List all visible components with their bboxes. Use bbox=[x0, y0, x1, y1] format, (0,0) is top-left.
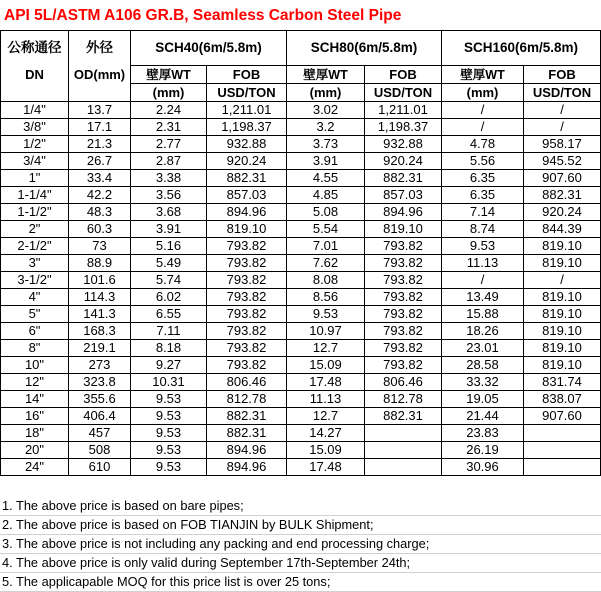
sch80-unit-usd: USD/TON bbox=[365, 84, 442, 102]
note-item: 5. The applicapable MOQ for this price list is over 25 tons; bbox=[0, 573, 601, 592]
dn-cn-header: 公称通径 bbox=[1, 31, 69, 66]
sch80-fob-cell bbox=[365, 425, 442, 442]
od-cell: 457 bbox=[69, 425, 131, 442]
sch80-unit-mm: (mm) bbox=[287, 84, 365, 102]
table-row bbox=[1, 272, 601, 289]
od-cell: 114.3 bbox=[69, 289, 131, 306]
sch160-wt-cell: 30.96 bbox=[442, 459, 524, 476]
sch160-wt-cell: 5.56 bbox=[442, 153, 524, 170]
sch80-fob-header: FOB bbox=[365, 66, 442, 84]
sch160-unit-usd: USD/TON bbox=[524, 84, 601, 102]
sch160-fob-cell bbox=[524, 442, 601, 459]
sch40-wt-cell: 2.24 bbox=[131, 102, 207, 119]
note-item: 3. The above price is not including any packing and end processing charge; bbox=[0, 535, 601, 554]
sch80-wt-cell: 3.02 bbox=[287, 102, 365, 119]
sch80-fob-cell: 932.88 bbox=[365, 136, 442, 153]
sch80-fob-cell bbox=[365, 442, 442, 459]
sch160-fob-cell: 819.10 bbox=[524, 306, 601, 323]
sch40-fob-cell: 806.46 bbox=[207, 374, 287, 391]
sch160-fob-cell: / bbox=[524, 102, 601, 119]
table-row bbox=[1, 442, 601, 459]
sch160-fob-cell: 819.10 bbox=[524, 357, 601, 374]
table-row bbox=[1, 459, 601, 476]
od-cell: 13.7 bbox=[69, 102, 131, 119]
table-row bbox=[1, 306, 601, 323]
sch160-fob-cell: 819.10 bbox=[524, 323, 601, 340]
sch160-wt-cell: / bbox=[442, 272, 524, 289]
sch40-wt-cell: 9.27 bbox=[131, 357, 207, 374]
dn-cell: 3" bbox=[1, 255, 69, 272]
sch40-wt-cell: 6.55 bbox=[131, 306, 207, 323]
sch40-wt-cell: 9.53 bbox=[131, 459, 207, 476]
sch160-wt-cell: 4.78 bbox=[442, 136, 524, 153]
sch160-wt-cell: 11.13 bbox=[442, 255, 524, 272]
od-cn-header: 外径 bbox=[69, 31, 131, 66]
sch80-fob-cell: 793.82 bbox=[365, 357, 442, 374]
dn-cell: 18" bbox=[1, 425, 69, 442]
sch40-wt-cell: 9.53 bbox=[131, 408, 207, 425]
sch80-fob-cell: 1,198.37 bbox=[365, 119, 442, 136]
sch80-wt-cell: 8.56 bbox=[287, 289, 365, 306]
sch80-fob-cell bbox=[365, 459, 442, 476]
sch80-wt-cell: 15.09 bbox=[287, 357, 365, 374]
page-title: API 5L/ASTM A106 GR.B, Seamless Carbon Steel Pipe bbox=[4, 7, 402, 24]
dn-cell: 1/4" bbox=[1, 102, 69, 119]
dn-cell: 3/4" bbox=[1, 153, 69, 170]
table-row bbox=[1, 289, 601, 306]
sch160-fob-cell: / bbox=[524, 119, 601, 136]
dn-cell: 3/8" bbox=[1, 119, 69, 136]
sch160-fob-cell: 831.74 bbox=[524, 374, 601, 391]
dn-cell: 10" bbox=[1, 357, 69, 374]
dn-cell: 5" bbox=[1, 306, 69, 323]
od-cell: 73 bbox=[69, 238, 131, 255]
sch40-wt-cell: 8.18 bbox=[131, 340, 207, 357]
od-cell: 33.4 bbox=[69, 170, 131, 187]
od-cell: 101.6 bbox=[69, 272, 131, 289]
sch40-fob-cell: 894.96 bbox=[207, 442, 287, 459]
sch40-fob-cell: 793.82 bbox=[207, 272, 287, 289]
dn-cell: 8" bbox=[1, 340, 69, 357]
table-row bbox=[1, 153, 601, 170]
sch40-wt-cell: 9.53 bbox=[131, 425, 207, 442]
sch80-fob-cell: 793.82 bbox=[365, 272, 442, 289]
table-row bbox=[1, 102, 601, 119]
sch40-wt-cell: 10.31 bbox=[131, 374, 207, 391]
sch40-fob-cell: 882.31 bbox=[207, 408, 287, 425]
sch40-fob-cell: 894.96 bbox=[207, 459, 287, 476]
dn-header-blank bbox=[1, 84, 69, 102]
table-row bbox=[1, 204, 601, 221]
sch80-wt-cell: 7.01 bbox=[287, 238, 365, 255]
sch40-fob-cell: 793.82 bbox=[207, 289, 287, 306]
sch40-header: SCH40(6m/5.8m) bbox=[131, 31, 287, 66]
table-row bbox=[1, 357, 601, 374]
table-row bbox=[1, 119, 601, 136]
od-cell: 406.4 bbox=[69, 408, 131, 425]
sch40-wt-cell: 6.02 bbox=[131, 289, 207, 306]
sch40-fob-cell: 882.31 bbox=[207, 425, 287, 442]
sch160-wt-cell: 6.35 bbox=[442, 170, 524, 187]
sch160-wt-cell: 26.19 bbox=[442, 442, 524, 459]
sch80-wt-cell: 3.2 bbox=[287, 119, 365, 136]
sch160-wt-cell: 18.26 bbox=[442, 323, 524, 340]
sch160-fob-cell: 882.31 bbox=[524, 187, 601, 204]
sch160-wt-cell: 7.14 bbox=[442, 204, 524, 221]
sch160-wt-cell: 21.44 bbox=[442, 408, 524, 425]
sch160-fob-header: FOB bbox=[524, 66, 601, 84]
table-row bbox=[1, 187, 601, 204]
od-cell: 508 bbox=[69, 442, 131, 459]
sch40-unit-usd: USD/TON bbox=[207, 84, 287, 102]
sch160-wt-header: 壁厚WT bbox=[442, 66, 524, 84]
table-row bbox=[1, 391, 601, 408]
table-row bbox=[1, 255, 601, 272]
sch40-wt-cell: 2.31 bbox=[131, 119, 207, 136]
dn-cell: 16" bbox=[1, 408, 69, 425]
dn-cell: 14" bbox=[1, 391, 69, 408]
sch160-fob-cell: 819.10 bbox=[524, 289, 601, 306]
sch40-fob-cell: 793.82 bbox=[207, 357, 287, 374]
table-row bbox=[1, 340, 601, 357]
sch160-wt-cell: 13.49 bbox=[442, 289, 524, 306]
od-cell: 48.3 bbox=[69, 204, 131, 221]
table-row bbox=[1, 238, 601, 255]
od-cell: 610 bbox=[69, 459, 131, 476]
header-row-2 bbox=[1, 66, 601, 84]
dn-cell: 6" bbox=[1, 323, 69, 340]
sch40-wt-cell: 9.53 bbox=[131, 391, 207, 408]
od-header: OD(mm) bbox=[69, 66, 131, 84]
note-item: 1. The above price is based on bare pipes; bbox=[0, 497, 601, 516]
sch80-wt-cell: 9.53 bbox=[287, 306, 365, 323]
price-table-body bbox=[1, 31, 601, 476]
sch40-fob-cell: 793.82 bbox=[207, 238, 287, 255]
sch80-fob-cell: 1,211.01 bbox=[365, 102, 442, 119]
dn-cell: 24" bbox=[1, 459, 69, 476]
sch80-header: SCH80(6m/5.8m) bbox=[287, 31, 442, 66]
sch40-fob-cell: 793.82 bbox=[207, 255, 287, 272]
sch80-fob-cell: 806.46 bbox=[365, 374, 442, 391]
sch160-wt-cell: 19.05 bbox=[442, 391, 524, 408]
sch40-fob-cell: 793.82 bbox=[207, 306, 287, 323]
sch160-wt-cell: 33.32 bbox=[442, 374, 524, 391]
sch40-wt-cell: 2.87 bbox=[131, 153, 207, 170]
sch80-fob-cell: 793.82 bbox=[365, 289, 442, 306]
sch40-wt-cell: 5.16 bbox=[131, 238, 207, 255]
sch40-fob-cell: 793.82 bbox=[207, 323, 287, 340]
sch160-fob-cell: 945.52 bbox=[524, 153, 601, 170]
sch160-fob-cell: 819.10 bbox=[524, 340, 601, 357]
sch80-wt-cell: 10.97 bbox=[287, 323, 365, 340]
sch80-wt-cell: 5.54 bbox=[287, 221, 365, 238]
od-cell: 60.3 bbox=[69, 221, 131, 238]
notes-list bbox=[0, 497, 601, 592]
dn-cell: 20" bbox=[1, 442, 69, 459]
sch160-unit-mm: (mm) bbox=[442, 84, 524, 102]
sch160-wt-cell: / bbox=[442, 119, 524, 136]
sch160-fob-cell: 819.10 bbox=[524, 238, 601, 255]
sch40-unit-mm: (mm) bbox=[131, 84, 207, 102]
sch80-wt-cell: 11.13 bbox=[287, 391, 365, 408]
sch160-fob-cell bbox=[524, 459, 601, 476]
sch40-wt-header: 壁厚WT bbox=[131, 66, 207, 84]
sch160-wt-cell: 9.53 bbox=[442, 238, 524, 255]
dn-cell: 12" bbox=[1, 374, 69, 391]
dn-cell: 1-1/2" bbox=[1, 204, 69, 221]
sch80-wt-cell: 17.48 bbox=[287, 374, 365, 391]
sch160-fob-cell: 844.39 bbox=[524, 221, 601, 238]
sch40-wt-cell: 3.68 bbox=[131, 204, 207, 221]
sch80-wt-cell: 15.09 bbox=[287, 442, 365, 459]
dn-cell: 2" bbox=[1, 221, 69, 238]
sch80-fob-cell: 793.82 bbox=[365, 238, 442, 255]
sch40-fob-cell: 882.31 bbox=[207, 170, 287, 187]
od-cell: 21.3 bbox=[69, 136, 131, 153]
sch80-fob-cell: 793.82 bbox=[365, 323, 442, 340]
sch40-fob-cell: 920.24 bbox=[207, 153, 287, 170]
sch40-fob-cell: 1,198.37 bbox=[207, 119, 287, 136]
sch80-wt-cell: 7.62 bbox=[287, 255, 365, 272]
sch80-wt-cell: 8.08 bbox=[287, 272, 365, 289]
sch40-wt-cell: 9.53 bbox=[131, 442, 207, 459]
sch80-fob-cell: 882.31 bbox=[365, 408, 442, 425]
sch80-wt-cell: 5.08 bbox=[287, 204, 365, 221]
sch80-fob-cell: 793.82 bbox=[365, 306, 442, 323]
table-row bbox=[1, 374, 601, 391]
sch80-fob-cell: 793.82 bbox=[365, 255, 442, 272]
sch80-wt-cell: 4.85 bbox=[287, 187, 365, 204]
dn-cell: 3-1/2" bbox=[1, 272, 69, 289]
od-cell: 355.6 bbox=[69, 391, 131, 408]
sch40-fob-cell: 793.82 bbox=[207, 340, 287, 357]
sch160-wt-cell: 28.58 bbox=[442, 357, 524, 374]
table-row bbox=[1, 323, 601, 340]
sch80-wt-cell: 4.55 bbox=[287, 170, 365, 187]
header-row-1 bbox=[1, 31, 601, 66]
note-item: 4. The above price is only valid during September 17th-September 24th; bbox=[0, 554, 601, 573]
sch160-fob-cell: 907.60 bbox=[524, 408, 601, 425]
sch40-wt-cell: 7.11 bbox=[131, 323, 207, 340]
sch160-fob-cell: 819.10 bbox=[524, 255, 601, 272]
note-item: 2. The above price is based on FOB TIANJIN by BULK Shipment; bbox=[0, 516, 601, 535]
sch40-wt-cell: 5.49 bbox=[131, 255, 207, 272]
sch80-wt-cell: 14.27 bbox=[287, 425, 365, 442]
table-row bbox=[1, 170, 601, 187]
sch40-fob-cell: 819.10 bbox=[207, 221, 287, 238]
sch80-fob-cell: 812.78 bbox=[365, 391, 442, 408]
sch160-wt-cell: / bbox=[442, 102, 524, 119]
dn-cell: 4" bbox=[1, 289, 69, 306]
sch80-fob-cell: 920.24 bbox=[365, 153, 442, 170]
sch80-fob-cell: 793.82 bbox=[365, 340, 442, 357]
sch80-fob-cell: 894.96 bbox=[365, 204, 442, 221]
sch160-fob-cell: 958.17 bbox=[524, 136, 601, 153]
od-cell: 42.2 bbox=[69, 187, 131, 204]
sch80-fob-cell: 882.31 bbox=[365, 170, 442, 187]
sch160-fob-cell: / bbox=[524, 272, 601, 289]
sch40-fob-cell: 1,211.01 bbox=[207, 102, 287, 119]
sch160-header: SCH160(6m/5.8m) bbox=[442, 31, 601, 66]
table-row bbox=[1, 221, 601, 238]
sch40-wt-cell: 5.74 bbox=[131, 272, 207, 289]
od-cell: 88.9 bbox=[69, 255, 131, 272]
sch80-wt-cell: 3.91 bbox=[287, 153, 365, 170]
sch80-fob-cell: 857.03 bbox=[365, 187, 442, 204]
sch40-fob-header: FOB bbox=[207, 66, 287, 84]
sch160-fob-cell: 838.07 bbox=[524, 391, 601, 408]
sch40-fob-cell: 812.78 bbox=[207, 391, 287, 408]
od-cell: 168.3 bbox=[69, 323, 131, 340]
od-cell: 141.3 bbox=[69, 306, 131, 323]
sch40-wt-cell: 3.38 bbox=[131, 170, 207, 187]
sch160-fob-cell: 920.24 bbox=[524, 204, 601, 221]
dn-header: DN bbox=[1, 66, 69, 84]
dn-cell: 1/2" bbox=[1, 136, 69, 153]
sch160-wt-cell: 23.83 bbox=[442, 425, 524, 442]
sch160-fob-cell bbox=[524, 425, 601, 442]
price-table bbox=[0, 30, 601, 476]
sch160-fob-cell: 907.60 bbox=[524, 170, 601, 187]
od-header-blank bbox=[69, 84, 131, 102]
dn-cell: 1" bbox=[1, 170, 69, 187]
sch80-wt-header: 壁厚WT bbox=[287, 66, 365, 84]
sch80-fob-cell: 819.10 bbox=[365, 221, 442, 238]
sch40-fob-cell: 932.88 bbox=[207, 136, 287, 153]
sch80-wt-cell: 3.73 bbox=[287, 136, 365, 153]
header-row-3 bbox=[1, 84, 601, 102]
od-cell: 323.8 bbox=[69, 374, 131, 391]
sch160-wt-cell: 8.74 bbox=[442, 221, 524, 238]
table-row bbox=[1, 408, 601, 425]
table-row bbox=[1, 136, 601, 153]
sch40-wt-cell: 3.56 bbox=[131, 187, 207, 204]
od-cell: 26.7 bbox=[69, 153, 131, 170]
dn-cell: 2-1/2" bbox=[1, 238, 69, 255]
table-row bbox=[1, 425, 601, 442]
sch40-wt-cell: 3.91 bbox=[131, 221, 207, 238]
dn-cell: 1-1/4" bbox=[1, 187, 69, 204]
sch80-wt-cell: 17.48 bbox=[287, 459, 365, 476]
od-cell: 219.1 bbox=[69, 340, 131, 357]
sch160-wt-cell: 6.35 bbox=[442, 187, 524, 204]
sch80-wt-cell: 12.7 bbox=[287, 408, 365, 425]
sch160-wt-cell: 15.88 bbox=[442, 306, 524, 323]
sch40-fob-cell: 857.03 bbox=[207, 187, 287, 204]
od-cell: 17.1 bbox=[69, 119, 131, 136]
sch40-wt-cell: 2.77 bbox=[131, 136, 207, 153]
sch80-wt-cell: 12.7 bbox=[287, 340, 365, 357]
sch40-fob-cell: 894.96 bbox=[207, 204, 287, 221]
sch160-wt-cell: 23.01 bbox=[442, 340, 524, 357]
od-cell: 273 bbox=[69, 357, 131, 374]
